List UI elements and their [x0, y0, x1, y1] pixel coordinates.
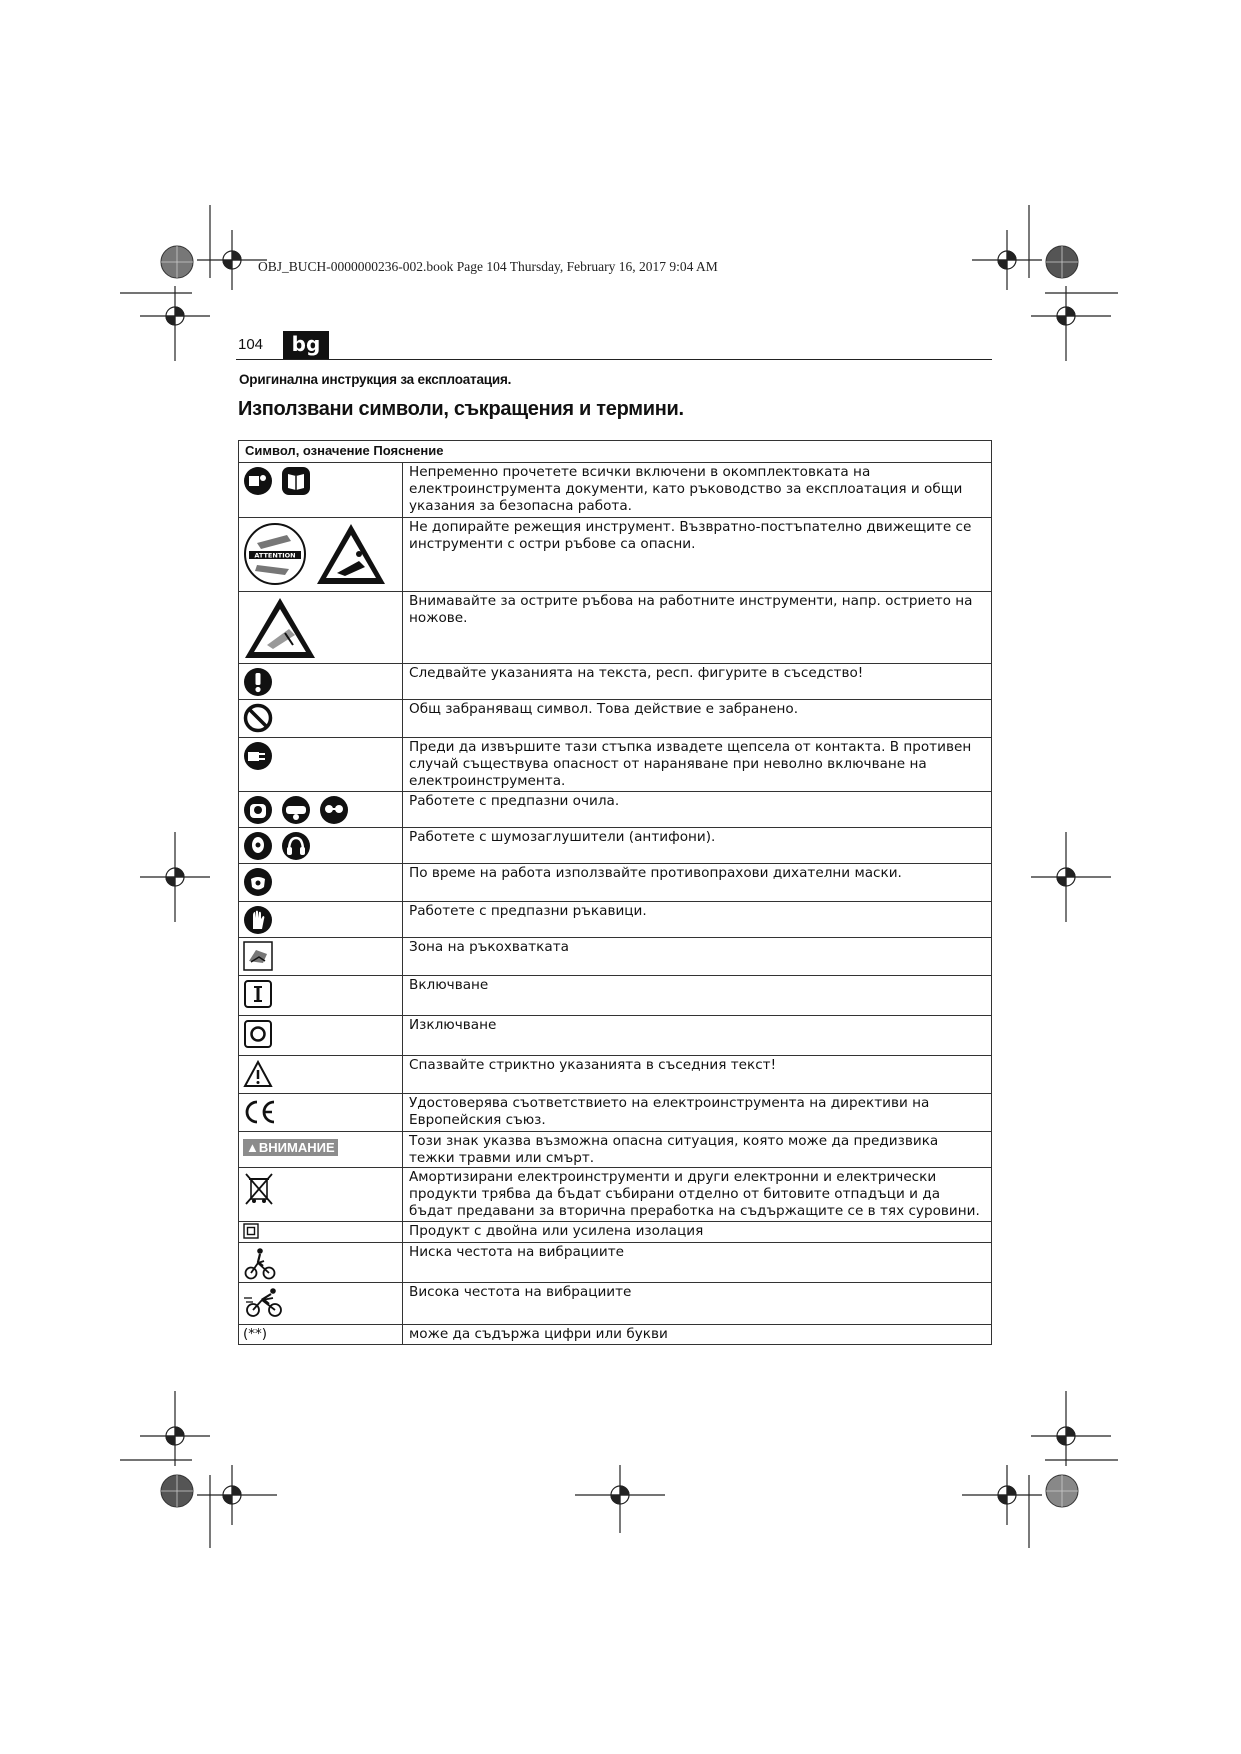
explanation-cell: Зона на ръкохватката	[403, 938, 992, 976]
language-tag: bg	[283, 331, 329, 359]
face-shield-icon	[243, 795, 273, 825]
table-row	[239, 1283, 992, 1325]
symbol-cell	[239, 1056, 403, 1094]
caution-triangle-icon	[243, 1059, 273, 1089]
explanation-cell: Общ забраняващ символ. Това действие е забранено.	[403, 700, 992, 738]
symbol-cell	[239, 518, 403, 592]
weee-bin-icon	[243, 1171, 275, 1207]
symbol-cell	[239, 938, 403, 976]
explanation-cell: Следвайте указанията на текста, респ. фигурите в съседство!	[403, 664, 992, 700]
document-subtitle: Оригинална инструкция за експлоатация.	[239, 372, 512, 387]
explanation-cell: Амортизирани електроинструменти и други електронни и електрически продукти трябва да бъдат събирани отделно от битовите отпадъци и да бъдат предавани за вторична преработка на съдържащите се в тях суровини.	[403, 1168, 992, 1222]
symbol-cell	[239, 1222, 403, 1243]
symbol-cell	[239, 864, 403, 902]
table-row	[239, 592, 992, 664]
table-row	[239, 463, 992, 518]
explanation-cell: Спазвайте стриктно указанията в съседния текст!	[403, 1056, 992, 1094]
table-header: Символ, означение Пояснение	[239, 441, 992, 463]
symbol-cell	[239, 738, 403, 792]
symbol-cell	[239, 1094, 403, 1132]
grip-area-icon	[243, 941, 273, 971]
page-title: Използвани символи, съкращения и термини.	[238, 398, 684, 420]
table-row	[239, 976, 992, 1016]
table-row	[239, 1132, 992, 1168]
mandatory-action-icon	[243, 667, 273, 697]
symbol-cell	[239, 828, 403, 864]
high-vibration-icon	[243, 1286, 285, 1320]
safety-glasses-icon	[319, 795, 349, 825]
explanation-cell: може да съдържа цифри или букви	[403, 1325, 992, 1345]
table-row	[239, 518, 992, 592]
symbol-cell	[239, 976, 403, 1016]
explanation-cell: Този знак указва възможна опасна ситуация, която може да предизвика тежки травми или смърт.	[403, 1132, 992, 1168]
unplug-icon	[243, 741, 273, 771]
cut-warning-triangle-icon	[315, 521, 387, 587]
symbol-cell	[239, 1243, 403, 1283]
explanation-cell: Работете с шумозаглушители (антифони).	[403, 828, 992, 864]
table-row	[239, 1016, 992, 1056]
table-row	[239, 664, 992, 700]
table-header-row	[239, 441, 992, 463]
switch-off-icon	[243, 1019, 273, 1049]
header-rule	[236, 359, 992, 360]
table-row	[239, 1325, 992, 1345]
read-manual-icon	[243, 466, 273, 496]
table-row	[239, 1243, 992, 1283]
sharp-edge-warning-icon	[243, 595, 317, 661]
ce-mark-icon	[243, 1097, 277, 1127]
symbol-cell	[239, 1132, 403, 1168]
goggles-icon	[281, 795, 311, 825]
explanation-cell: Висока честота на вибрациите	[403, 1283, 992, 1325]
symbol-cell	[239, 792, 403, 828]
symbol-cell	[239, 1168, 403, 1222]
book-info-line: OBJ_BUCH-0000000236-002.book Page 104 Thursday, February 16, 2017 9:04 AM	[258, 259, 718, 274]
warning-badge-icon: ▲ВНИМАНИЕ	[243, 1139, 338, 1156]
table-row	[239, 1094, 992, 1132]
explanation-cell: Изключване	[403, 1016, 992, 1056]
symbol-cell	[239, 1016, 403, 1056]
symbol-cell	[239, 664, 403, 700]
warning-badge-label: ВНИМАНИЕ	[258, 1140, 335, 1155]
table-row	[239, 828, 992, 864]
table-row	[239, 1222, 992, 1243]
explanation-cell: Преди да извършите тази стъпка извадете щепсела от контакта. В противен случай съществува опасност от нараняване при неволно включване на електроинструмента.	[403, 738, 992, 792]
table-row	[239, 700, 992, 738]
explanation-cell: По време на работа използвайте противопрахови дихателни маски.	[403, 864, 992, 902]
dust-mask-icon	[243, 867, 273, 897]
symbol-cell	[239, 902, 403, 938]
svg-text:ATTENTION: ATTENTION	[254, 551, 296, 560]
table-row	[239, 1056, 992, 1094]
prohibition-icon	[243, 703, 273, 733]
explanation-cell: Удостоверява съответствието на електроинструмента на директиви на Европейския съюз.	[403, 1094, 992, 1132]
table-row	[239, 864, 992, 902]
explanation-cell: Ниска честота на вибрациите	[403, 1243, 992, 1283]
explanation-cell: Непременно прочетете всички включени в окомплектовката на електроинструмента документи, като ръководство за експлоатация и общи указания за безопасна работа.	[403, 463, 992, 518]
note-marker: (**)	[239, 1325, 403, 1345]
symbols-table	[238, 440, 992, 1345]
explanation-cell: Включване	[403, 976, 992, 1016]
table-row	[239, 1168, 992, 1222]
book-icon	[281, 466, 311, 496]
table-row	[239, 792, 992, 828]
attention-cutting-icon	[243, 521, 307, 587]
symbol-cell	[239, 700, 403, 738]
table-row	[239, 738, 992, 792]
switch-on-icon	[243, 979, 273, 1009]
explanation-cell: Работете с предпазни ръкавици.	[403, 902, 992, 938]
gloves-icon	[243, 905, 273, 935]
table-row	[239, 902, 992, 938]
explanation-cell: Внимавайте за острите ръбова на работните инструменти, напр. острието на ножове.	[403, 592, 992, 664]
ear-muffs-icon	[281, 831, 311, 861]
explanation-cell: Работете с предпазни очила.	[403, 792, 992, 828]
explanation-cell: Продукт с двойна или усилена изолация	[403, 1222, 992, 1243]
table-row	[239, 938, 992, 976]
ear-protection-icon	[243, 831, 273, 861]
double-insulation-icon	[243, 1223, 259, 1239]
page-number: 104	[238, 336, 264, 353]
symbol-cell	[239, 1283, 403, 1325]
symbol-cell	[239, 463, 403, 518]
low-vibration-icon	[243, 1246, 277, 1280]
symbol-cell	[239, 592, 403, 664]
explanation-cell: Не допирайте режещия инструмент. Възвратно-постъпателно движещите се инструменти с остри ръбове са опасни.	[403, 518, 992, 592]
